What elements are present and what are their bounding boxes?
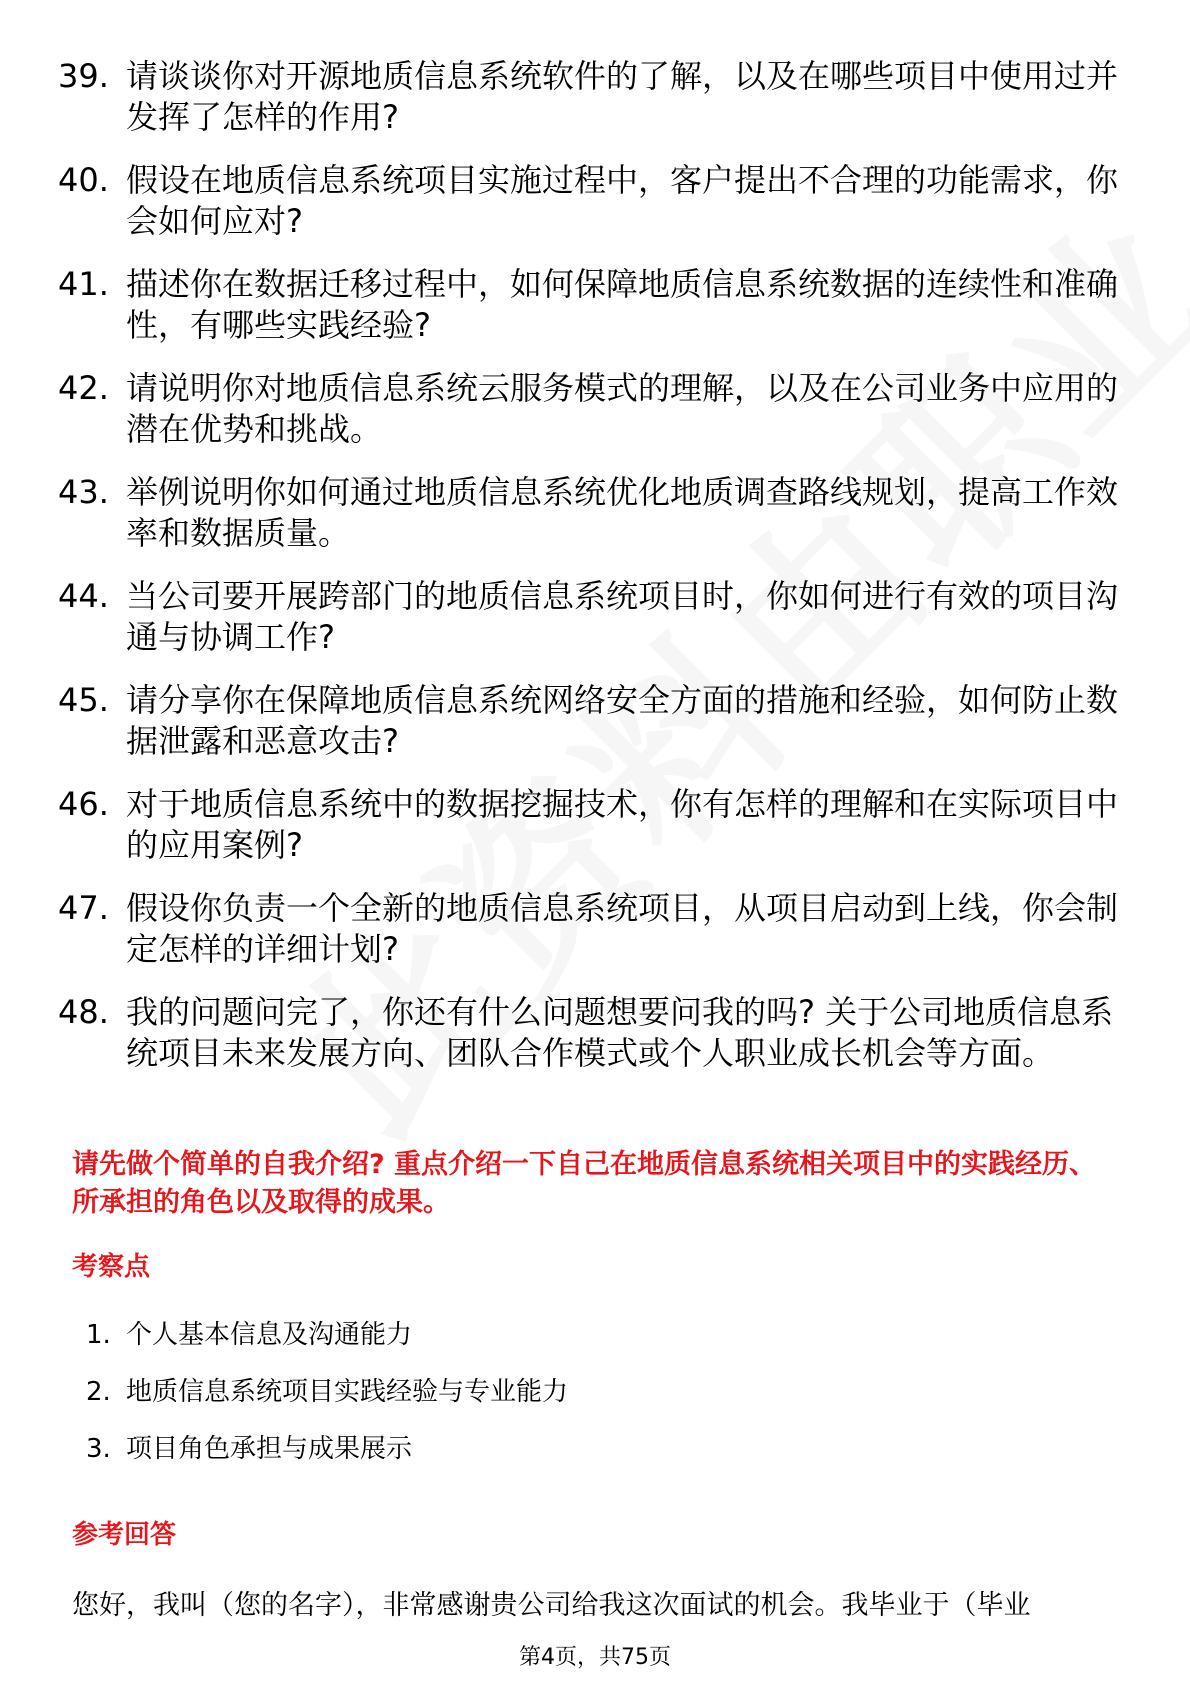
question-item bbox=[58, 680, 1118, 762]
question-number: 46. bbox=[58, 785, 109, 823]
focus-point-number: 1. bbox=[86, 1320, 111, 1350]
question-text: 举例说明你如何通过地质信息系统优化地质调查路线规划，提高工作效率和数据质量。 bbox=[126, 473, 1119, 552]
question-list bbox=[58, 56, 1118, 1096]
question-number: 39. bbox=[58, 57, 109, 95]
question-text: 描述你在数据迁移过程中，如何保障地质信息系统数据的连续性和准确性，有哪些实践经验? bbox=[126, 265, 1119, 344]
question-number: 47. bbox=[58, 889, 109, 927]
focus-heading: 考察点 bbox=[72, 1252, 151, 1282]
answer-heading: 参考回答 bbox=[72, 1520, 177, 1550]
question-text: 请说明你对地质信息系统云服务模式的理解，以及在公司业务中应用的潜在优势和挑战。 bbox=[126, 369, 1119, 448]
question-number: 44. bbox=[58, 577, 109, 615]
page-footer: 第4页，共75页 bbox=[519, 1645, 671, 1670]
question-item bbox=[58, 368, 1118, 450]
question-text: 假设在地质信息系统项目实施过程中，客户提出不合理的功能需求，你会如何应对? bbox=[126, 161, 1119, 240]
question-text: 当公司要开展跨部门的地质信息系统项目时，你如何进行有效的项目沟通与协调工作? bbox=[126, 577, 1119, 656]
focus-point-text: 地质信息系统项目实践经验与专业能力 bbox=[126, 1377, 569, 1407]
highlight-question: 请先做个简单的自我介绍? 重点介绍一下自己在地质信息系统相关项目中的实践经历、所承担的角色以及取得的成果。 bbox=[72, 1149, 1097, 1218]
question-text: 请分享你在保障地质信息系统网络安全方面的措施和经验，如何防止数据泄露和恶意攻击? bbox=[126, 681, 1119, 760]
question-item bbox=[58, 472, 1118, 554]
question-item bbox=[58, 992, 1118, 1074]
question-item bbox=[58, 160, 1118, 242]
focus-points-list bbox=[86, 1320, 568, 1491]
question-text: 请谈谈你对开源地质信息系统软件的了解，以及在哪些项目中使用过并发挥了怎样的作用? bbox=[126, 57, 1119, 136]
question-item bbox=[58, 264, 1118, 346]
question-number: 48. bbox=[58, 993, 109, 1031]
focus-point-number: 2. bbox=[86, 1377, 111, 1407]
question-item bbox=[58, 888, 1118, 970]
question-number: 41. bbox=[58, 265, 109, 303]
question-number: 42. bbox=[58, 369, 109, 407]
focus-point-number: 3. bbox=[86, 1434, 111, 1464]
question-number: 43. bbox=[58, 473, 109, 511]
question-text: 对于地质信息系统中的数据挖掘技术，你有怎样的理解和在实际项目中的应用案例? bbox=[126, 785, 1119, 864]
focus-point bbox=[86, 1377, 568, 1407]
question-text: 我的问题问完了，你还有什么问题想要问我的吗? 关于公司地质信息系统项目未来发展方向、团队合作模式或个人职业成长机会等方面。 bbox=[126, 993, 1114, 1072]
question-item bbox=[58, 576, 1118, 658]
question-text: 假设你负责一个全新的地质信息系统项目，从项目启动到上线，你会制定怎样的详细计划? bbox=[126, 889, 1119, 968]
question-item bbox=[58, 784, 1118, 866]
focus-point-text: 个人基本信息及沟通能力 bbox=[126, 1320, 413, 1350]
answer-text: 您好，我叫（您的名字），非常感谢贵公司给我这次面试的机会。我毕业于（毕业 bbox=[72, 1590, 1031, 1621]
focus-point bbox=[86, 1434, 568, 1464]
focus-point-text: 项目角色承担与成果展示 bbox=[126, 1434, 413, 1464]
focus-point bbox=[86, 1320, 568, 1350]
question-item bbox=[58, 56, 1118, 138]
question-number: 45. bbox=[58, 681, 109, 719]
question-number: 40. bbox=[58, 161, 109, 199]
